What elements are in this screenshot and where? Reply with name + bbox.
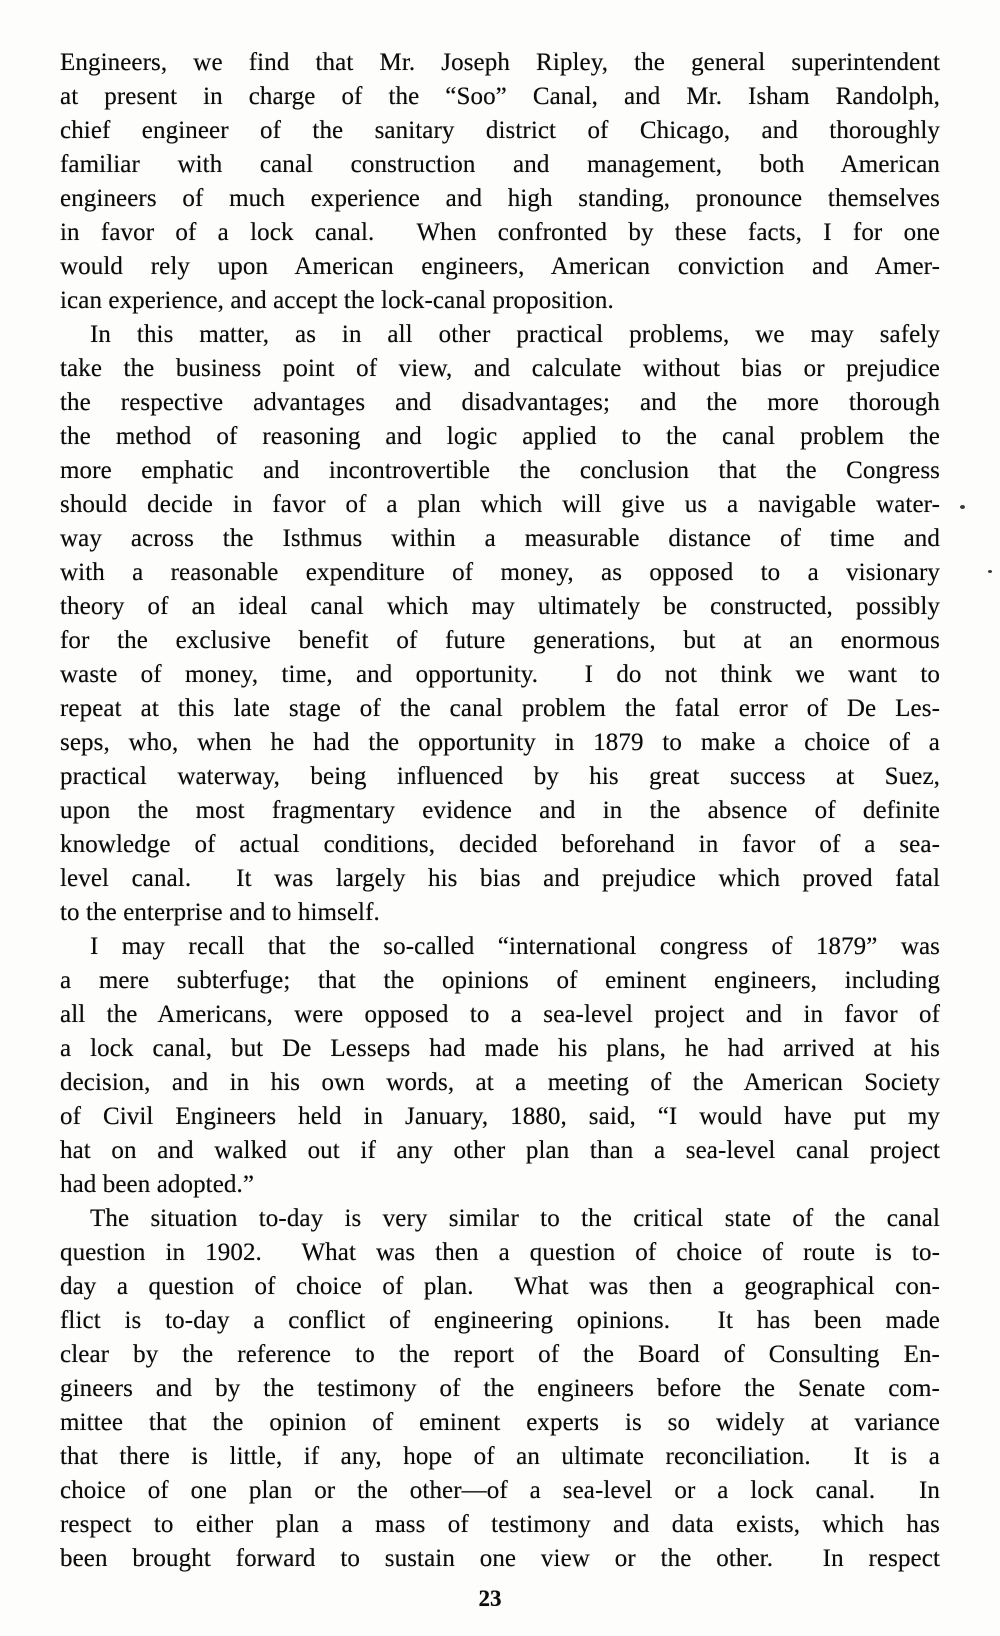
- text-line: a lock canal, but De Lesseps had made his plans, he had arrived at his: [60, 1035, 940, 1062]
- text-line: knowledge of actual conditions, decided beforehand in favor of a sea-: [60, 831, 940, 858]
- text-line: would rely upon American engineers, American conviction and Amer-: [60, 253, 940, 280]
- text-line: I may recall that the so-called “international congress of 1879” was: [90, 933, 940, 960]
- page-number: 23: [478, 1586, 502, 1611]
- text-line: to the enterprise and to himself.: [60, 899, 380, 926]
- text-line: level canal. It was largely his bias and prejudice which proved fatal: [60, 865, 940, 892]
- text-line: mittee that the opinion of eminent experts is so widely at variance: [60, 1409, 940, 1436]
- scan-speck-icon: [960, 505, 965, 509]
- text-line: that there is little, if any, hope of an ultimate reconciliation. It is a: [60, 1443, 940, 1470]
- text-line: In this matter, as in all other practical problems, we may safely: [90, 321, 940, 348]
- text-line: at present in charge of the “Soo” Canal, and Mr. Isham Randolph,: [60, 83, 940, 110]
- paragraph: [60, 46, 940, 318]
- text-line: take the business point of view, and calculate without bias or prejudice: [60, 355, 940, 382]
- text-line: with a reasonable expenditure of money, as opposed to a visionary: [60, 559, 940, 586]
- text-line: gineers and by the testimony of the engineers before the Senate com-: [60, 1375, 940, 1402]
- text-line: clear by the reference to the report of the Board of Consulting En-: [60, 1341, 940, 1368]
- text-line: respect to either plan a mass of testimony and data exists, which has: [60, 1511, 940, 1538]
- text-line: a mere subterfuge; that the opinions of eminent engineers, including: [60, 967, 940, 994]
- scan-speck-icon: [988, 570, 992, 573]
- paragraph: [60, 1202, 940, 1576]
- text-line: way across the Isthmus within a measurable distance of time and: [60, 525, 940, 552]
- text-line: familiar with canal construction and management, both American: [60, 151, 940, 178]
- text-line: chief engineer of the sanitary district of Chicago, and thoroughly: [60, 117, 940, 144]
- text-line: hat on and walked out if any other plan than a sea-level canal project: [60, 1137, 940, 1164]
- paragraph: [60, 930, 940, 1202]
- text-line: more emphatic and incontrovertible the conclusion that the Congress: [60, 457, 940, 484]
- text-line: in favor of a lock canal. When confronted by these facts, I for one: [60, 219, 940, 246]
- text-line: day a question of choice of plan. What was then a geographical con-: [60, 1273, 940, 1300]
- text-line: Engineers, we find that Mr. Joseph Ripley, the general superintendent: [60, 49, 940, 76]
- text-block: [60, 46, 940, 1576]
- text-line: seps, who, when he had the opportunity in 1879 to make a choice of a: [60, 729, 940, 756]
- text-line: should decide in favor of a plan which will give us a navigable water-: [60, 491, 940, 518]
- text-line: flict is to-day a conflict of engineering opinions. It has been made: [60, 1307, 940, 1334]
- text-line: theory of an ideal canal which may ultimately be constructed, possibly: [60, 593, 940, 620]
- text-line: question in 1902. What was then a question of choice of route is to-: [60, 1239, 940, 1266]
- text-line: of Civil Engineers held in January, 1880, said, “I would have put my: [60, 1103, 940, 1130]
- text-line: repeat at this late stage of the canal problem the fatal error of De Les-: [60, 695, 940, 722]
- text-line: choice of one plan or the other—of a sea-level or a lock canal. In: [60, 1477, 940, 1504]
- text-line: had been adopted.”: [60, 1171, 255, 1198]
- text-line: been brought forward to sustain one view or the other. In respect: [60, 1545, 940, 1572]
- text-line: all the Americans, were opposed to a sea-level project and in favor of: [60, 1001, 940, 1028]
- text-line: the respective advantages and disadvantages; and the more thorough: [60, 389, 940, 416]
- text-line: The situation to-day is very similar to the critical state of the canal: [90, 1205, 940, 1232]
- text-line: decision, and in his own words, at a meeting of the American Society: [60, 1069, 940, 1096]
- text-line: ican experience, and accept the lock-canal proposition.: [60, 287, 614, 314]
- text-line: engineers of much experience and high standing, pronounce themselves: [60, 185, 940, 212]
- text-line: the method of reasoning and logic applied to the canal problem the: [60, 423, 940, 450]
- text-line: for the exclusive benefit of future generations, but at an enormous: [60, 627, 940, 654]
- text-line: upon the most fragmentary evidence and in the absence of definite: [60, 797, 940, 824]
- text-line: practical waterway, being influenced by his great success at Suez,: [60, 763, 940, 790]
- text-line: waste of money, time, and opportunity. I do not think we want to: [60, 661, 940, 688]
- paragraph: [60, 318, 940, 930]
